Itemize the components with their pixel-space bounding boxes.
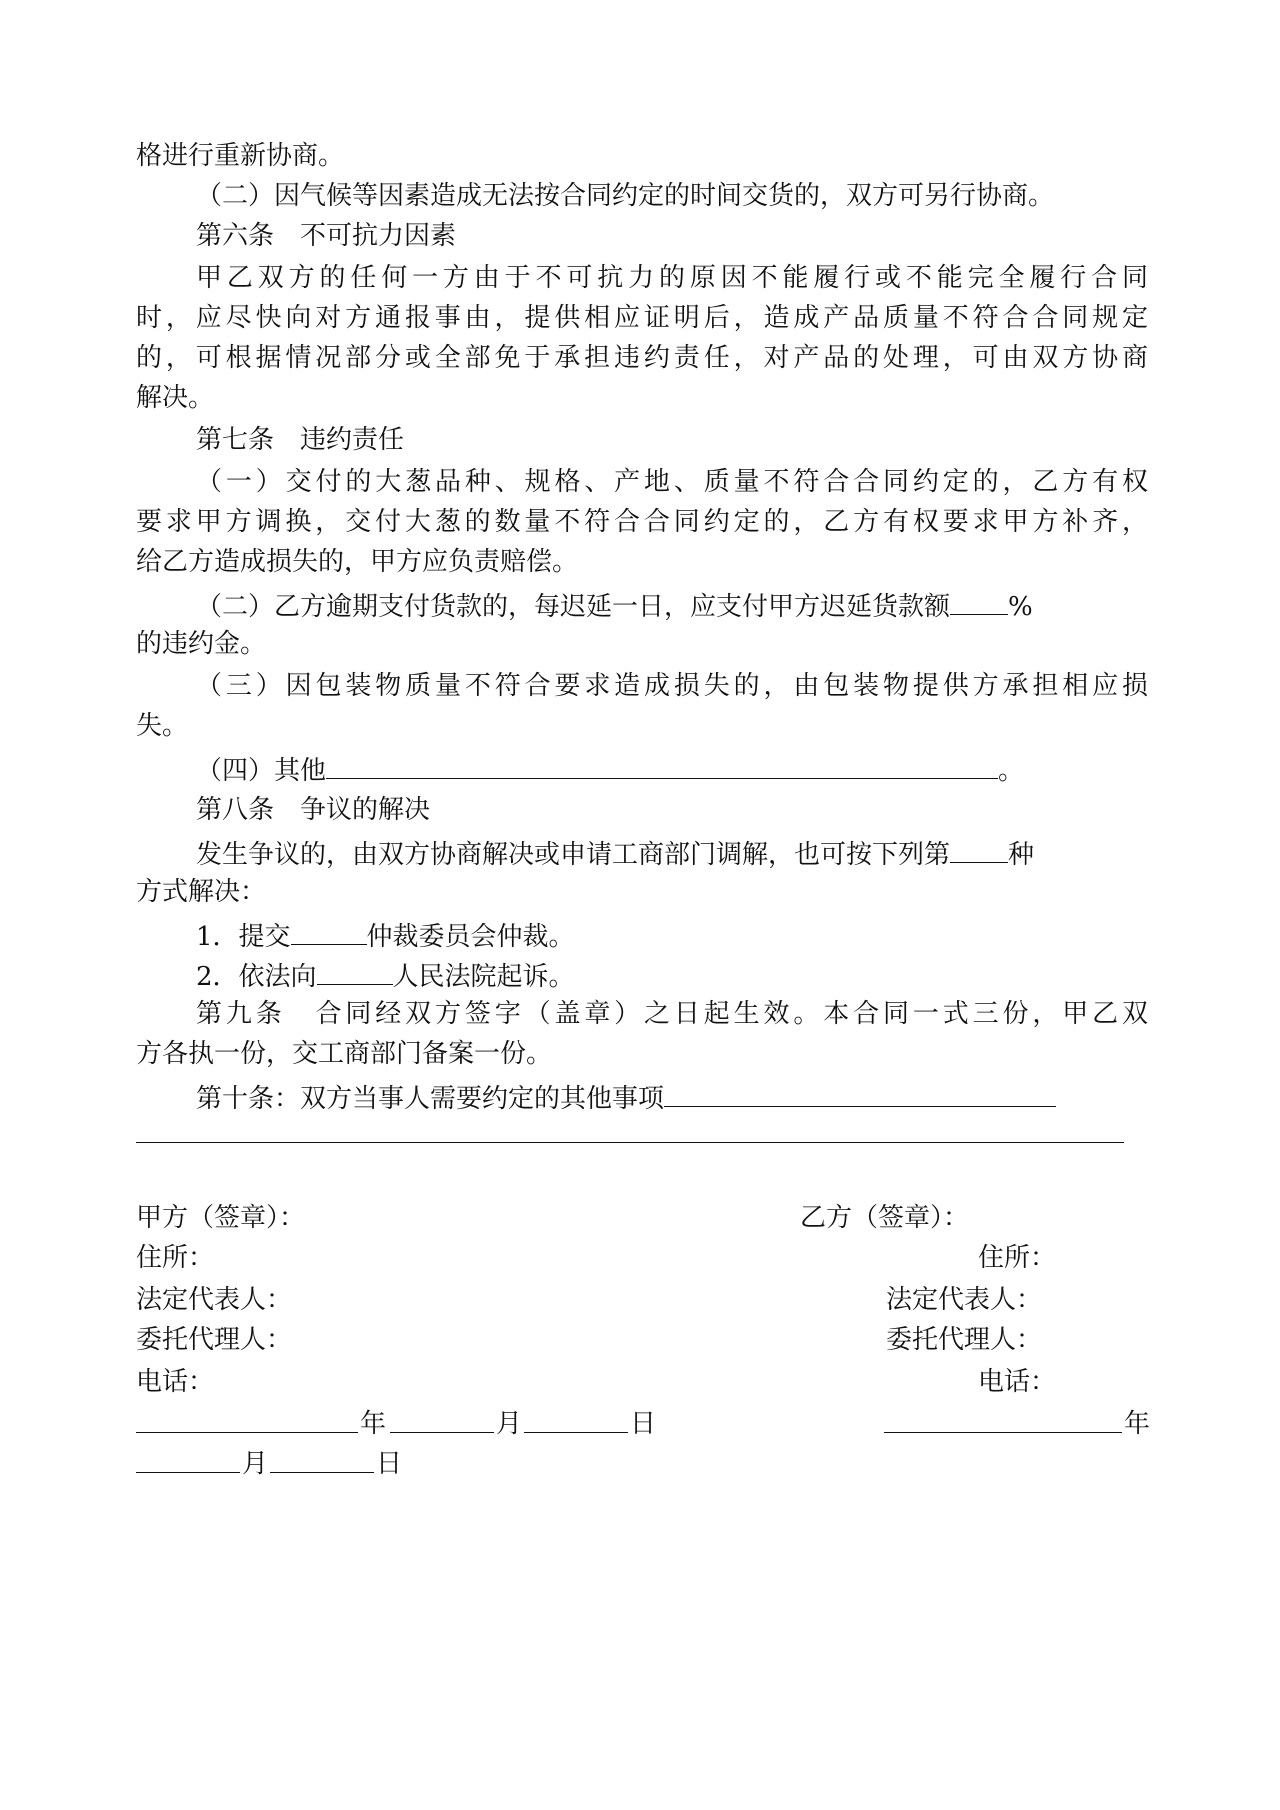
article-6-heading: 第六条 不可抗力因素 (196, 221, 457, 251)
party-b-year-blank[interactable] (884, 1432, 1122, 1433)
clause-7-1: （一）交付的大葱品种、规格、产地、质量不符合合同约定的，乙方有权 (196, 467, 1148, 497)
party-b-legal-rep-label: 法定代表人： (886, 1285, 1043, 1315)
party-a-agent-label: 委托代理人： (136, 1325, 293, 1355)
clause-7-3: （三）因包装物质量不符合要求造成损失的，由包装物提供方承担相应损 (196, 671, 1148, 701)
article-10 (196, 1076, 1056, 1116)
arbitration-committee-blank[interactable] (291, 914, 367, 945)
other-terms-blank[interactable] (326, 748, 998, 779)
year-label: 年 (360, 1409, 387, 1439)
text-line: 给乙方造成损失的，甲方应负责赔偿。 (136, 547, 579, 577)
day-label: 日 (630, 1409, 657, 1439)
option-2-suffix: 人民法院起诉。 (392, 962, 575, 992)
party-a-signature-label: 甲方（签章）： (136, 1203, 306, 1233)
text-line: 时，应尽快向对方通报事由，提供相应证明后，造成产品质量不符合合同规定 (136, 303, 1148, 333)
option-arbitration (196, 914, 575, 954)
party-b-signature-label: 乙方（签章）： (800, 1203, 970, 1233)
option-1-suffix: 仲裁委员会仲裁。 (366, 922, 575, 952)
option-court (196, 954, 575, 994)
text-line: 失。 (136, 711, 189, 741)
article-8-heading: 第八条 争议的解决 (196, 795, 431, 825)
text-suffix: 种 (1008, 840, 1035, 870)
other-matters-blank-line-2[interactable] (136, 1142, 1124, 1143)
day-label: 日 (376, 1449, 403, 1479)
clause-7-4-text: （四）其他 (196, 756, 327, 786)
party-a-year-blank[interactable] (136, 1432, 358, 1433)
party-b-month-blank[interactable] (136, 1472, 240, 1473)
party-a-address-label: 住所： (136, 1243, 215, 1273)
text-line: 格进行重新协商。 (136, 141, 345, 171)
party-a-legal-rep-label: 法定代表人： (136, 1285, 293, 1315)
party-b-phone-label: 电话： (978, 1367, 1057, 1397)
party-b-agent-label: 委托代理人： (886, 1325, 1043, 1355)
court-name-blank[interactable] (317, 954, 393, 985)
resolution-method-blank[interactable] (950, 832, 1008, 863)
article-10-text: 第十条：双方当事人需要约定的其他事项 (196, 1084, 665, 1114)
clause-7-2-text: （二）乙方逾期支付货款的，每迟延一日，应支付甲方迟延货款额 (196, 592, 951, 622)
article-9: 第九条 合同经双方签字（盖章）之日起生效。本合同一式三份，甲乙双 (196, 999, 1148, 1029)
text-line: 的违约金。 (136, 629, 267, 659)
clause-5-2: （二）因气候等因素造成无法按合同约定的时间交货的，双方可另行协商。 (196, 181, 1055, 211)
clause-7-4 (196, 748, 1024, 788)
option-1-prefix: 1．提交 (196, 922, 291, 952)
article-8-text: 发生争议的，由双方协商解决或申请工商部门调解，也可按下列第 (196, 840, 951, 870)
party-b-day-blank[interactable] (270, 1472, 374, 1473)
month-label: 月 (242, 1449, 269, 1479)
text-line: 要求甲方调换，交付大葱的数量不符合合同约定的，乙方有权要求甲方补齐， (136, 507, 1148, 537)
other-matters-blank[interactable] (664, 1076, 1056, 1107)
article-7-heading: 第七条 违约责任 (196, 425, 405, 455)
clause-7-2 (196, 584, 1033, 624)
party-a-phone-label: 电话： (136, 1367, 215, 1397)
percent-sign: % (1008, 592, 1033, 622)
option-2-prefix: 2．依法向 (196, 962, 317, 992)
month-label: 月 (496, 1409, 523, 1439)
period: 。 (998, 756, 1025, 786)
text-line: 方式解决： (136, 877, 267, 907)
text-line: 的，可根据情况部分或全部免于承担违约责任，对产品的处理，可由双方协商 (136, 343, 1148, 373)
text-line: 方各执一份，交工商部门备案一份。 (136, 1039, 553, 1069)
text-line: 解决。 (136, 383, 215, 413)
party-a-day-blank[interactable] (524, 1432, 628, 1433)
text-line: 甲乙双方的任何一方由于不可抗力的原因不能履行或不能完全履行合同 (196, 263, 1148, 293)
penalty-rate-blank[interactable] (950, 584, 1008, 615)
year-label: 年 (1124, 1409, 1151, 1439)
party-b-address-label: 住所： (978, 1243, 1057, 1273)
article-8-body (196, 832, 1034, 872)
party-a-month-blank[interactable] (390, 1432, 494, 1433)
